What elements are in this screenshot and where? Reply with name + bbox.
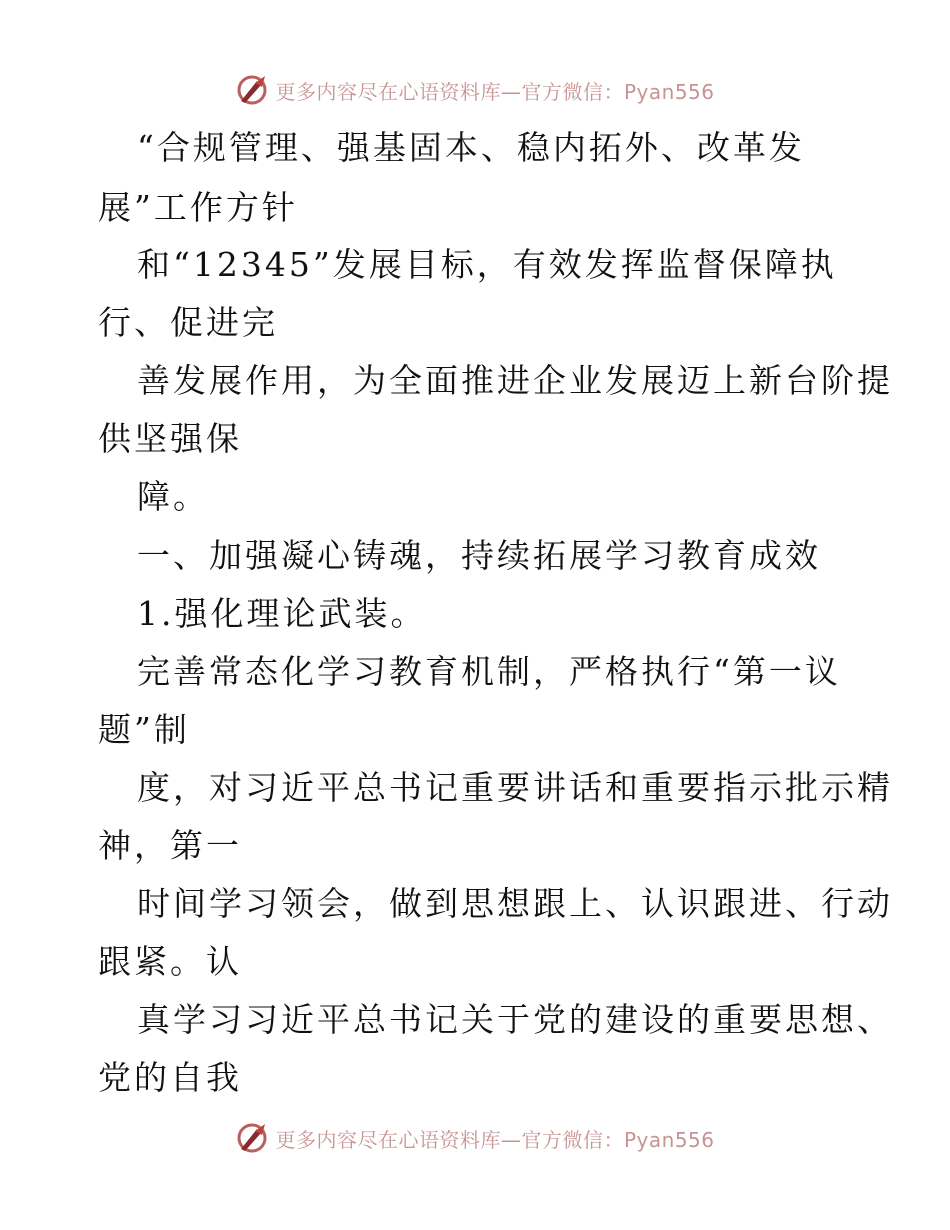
- body-line-12: 度，对习近平总书记重要讲话和重要指示批示精: [137, 768, 893, 807]
- body-line-6: 供坚强保: [98, 419, 242, 458]
- subsection-heading: 1.强化理论武装。: [137, 594, 427, 633]
- body-line-13: 神，第一: [98, 826, 242, 865]
- header-watermark: [0, 70, 950, 110]
- body-line-14: 时间学习领会，做到思想跟上、认识跟进、行动: [137, 884, 893, 923]
- body-line-2: 展”工作方针: [98, 188, 298, 227]
- watermark-text: 更多内容尽在心语资料库—官方微信：Pyan556: [275, 79, 715, 104]
- body-line-16: 真学习习近平总书记关于党的建设的重要思想、: [137, 1000, 893, 1039]
- quill-logo-icon: [235, 73, 269, 107]
- quill-logo-icon: [235, 1121, 269, 1155]
- body-line-11: 题”制: [98, 710, 190, 749]
- body-line-15: 跟紧。认: [98, 942, 242, 981]
- body-line-10: 完善常态化学习教育机制，严格执行“第一议: [137, 652, 841, 691]
- body-line-17: 党的自我: [98, 1058, 242, 1097]
- body-line-5: 善发展作用，为全面推进企业发展迈上新台阶提: [137, 361, 893, 400]
- watermark-text: 更多内容尽在心语资料库—官方微信：Pyan556: [275, 1127, 715, 1152]
- section-heading: 一、加强凝心铸魂，持续拓展学习教育成效: [137, 536, 821, 575]
- body-line-1: “合规管理、强基固本、稳内拓外、改革发: [137, 128, 805, 167]
- body-line-4: 行、促进完: [98, 303, 278, 342]
- body-line-3: 和“12345”发展目标，有效发挥监督保障执: [137, 245, 837, 284]
- footer-watermark: [0, 1118, 950, 1158]
- body-line-7: 障。: [137, 477, 209, 516]
